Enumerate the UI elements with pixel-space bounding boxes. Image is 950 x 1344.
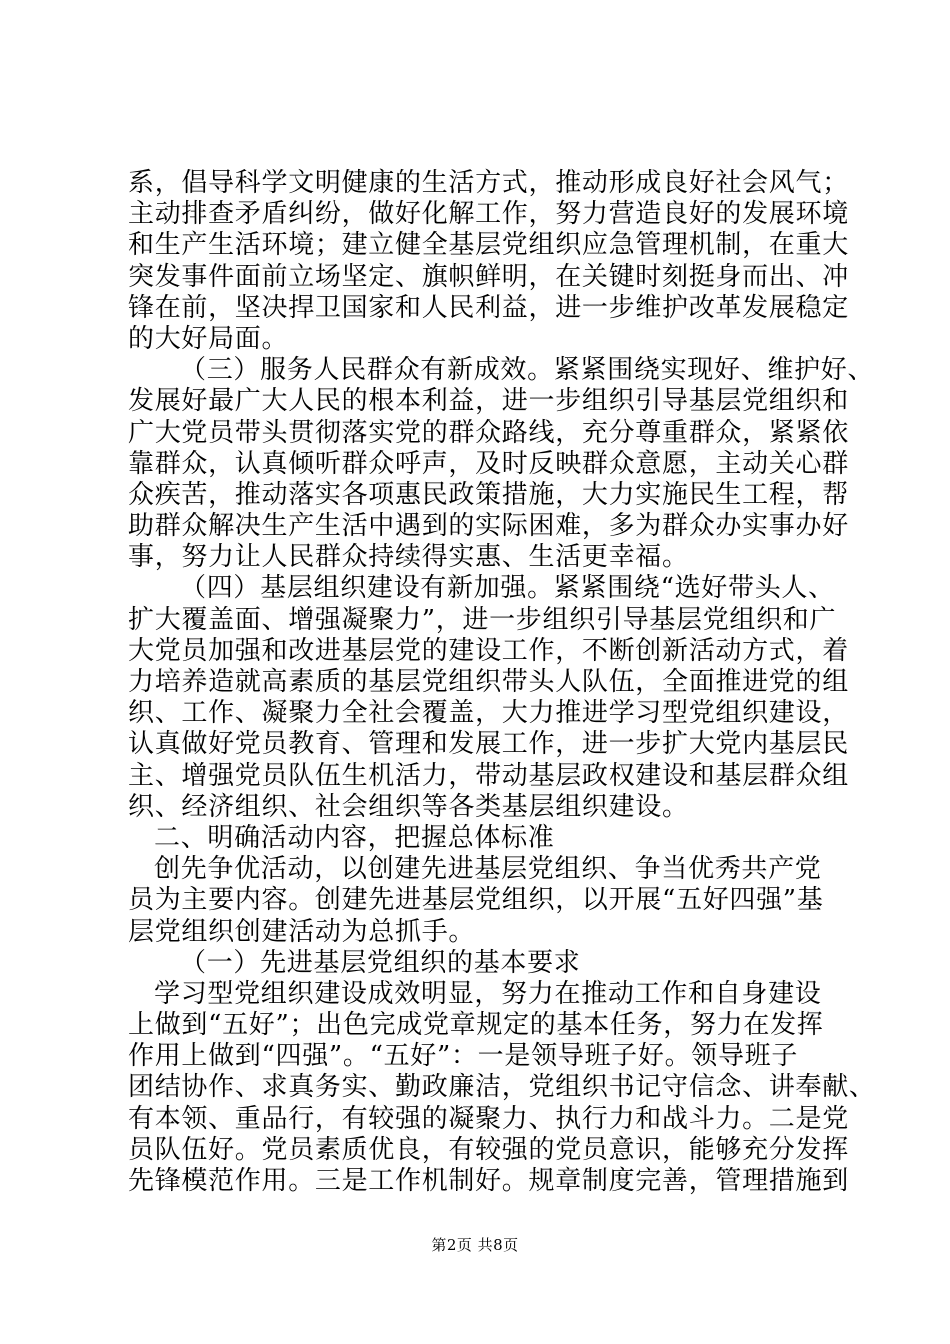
text-line: 作用上做到“四强”。“五好”：一是领导班子好。领导班子 [128, 1041, 799, 1072]
text-line: 靠群众，认真倾听群众呼声，及时反映群众意愿，主动关心群 [128, 448, 849, 479]
text-line: 的大好局面。 [128, 323, 289, 354]
text-line: 主、增强党员队伍生机活力，带动基层政权建设和基层群众组 [128, 760, 849, 791]
text-line: 广大党员带头贯彻落实党的群众路线，充分尊重群众，紧紧依 [128, 417, 849, 448]
text-line: 员为主要内容。创建先进基层党组织，以开展“五好四强”基 [128, 885, 824, 916]
paragraph-heading-3: （三）服务人民群众有新成效。紧紧围绕实现好、维护好、 [180, 355, 875, 386]
text-line: 突发事件面前立场坚定、旗帜鲜明，在关键时刻挺身而出、冲 [128, 261, 849, 292]
text-line: 系，倡导科学文明健康的生活方式，推动形成良好社会风气； [128, 168, 849, 198]
text-line: 事，努力让人民群众持续得实惠、生活更幸福。 [128, 542, 689, 573]
text-line: 上做到“五好”；出色完成党章规定的基本任务，努力在发挥 [128, 1010, 824, 1041]
text-line: 织、经济组织、社会组织等各类基层组织建设。 [128, 791, 689, 822]
subsection-heading: （一）先进基层党组织的基本要求 [180, 947, 581, 978]
text-line: 主动排查矛盾纠纷，做好化解工作，努力营造良好的发展环境 [128, 199, 849, 230]
paragraph-start: 学习型党组织建设成效明显，努力在推动工作和自身建设 [154, 978, 822, 1009]
text-line: 力培养造就高素质的基层党组织带头人队伍，全面推进党的组 [128, 667, 849, 697]
text-line: 先锋模范作用。三是工作机制好。规章制度完善，管理措施到 [128, 1166, 849, 1196]
text-line: 团结协作、求真务实、勤政廉洁，党组织书记守信念、讲奉献、 [128, 1072, 876, 1103]
page-footer: 第2页 共8页 [431, 1236, 519, 1254]
text-line: 锋在前，坚决捍卫国家和人民利益，进一步维护改革发展稳定 [128, 292, 849, 323]
paragraph-heading-4: （四）基层组织建设有新加强。紧紧围绕“选好带头人、 [180, 573, 835, 604]
section-heading: 二、明确活动内容，把握总体标准 [154, 822, 555, 853]
text-line: 发展好最广大人民的根本利益，进一步组织引导基层党组织和 [128, 386, 849, 417]
text-line: 和生产生活环境；建立健全基层党组织应急管理机制，在重大 [128, 230, 849, 261]
paragraph-start: 创先争优活动，以创建先进基层党组织、争当优秀共产党 [154, 854, 822, 885]
text-line: 员队伍好。党员素质优良，有较强的党员意识，能够充分发挥 [128, 1134, 849, 1165]
text-line: 助群众解决生产生活中遇到的实际困难，多为群众办实事办好 [128, 511, 849, 542]
document-body [128, 168, 876, 1197]
text-line: 织、工作、凝聚力全社会覆盖，大力推进学习型党组织建设， [128, 698, 849, 729]
text-line: 有本领、重品行，有较强的凝聚力、执行力和战斗力。二是党 [128, 1103, 849, 1134]
text-line: 扩大覆盖面、增强凝聚力”，进一步组织引导基层党组织和广 [128, 604, 837, 635]
text-line: 大党员加强和改进基层党的建设工作，不断创新活动方式，着 [128, 635, 849, 666]
text-line: 层党组织创建活动为总抓手。 [128, 916, 476, 947]
text-line: 众疾苦，推动落实各项惠民政策措施，大力实施民生工程，帮 [128, 479, 849, 510]
text-line: 认真做好党员教育、管理和发展工作，进一步扩大党内基层民 [128, 729, 849, 760]
